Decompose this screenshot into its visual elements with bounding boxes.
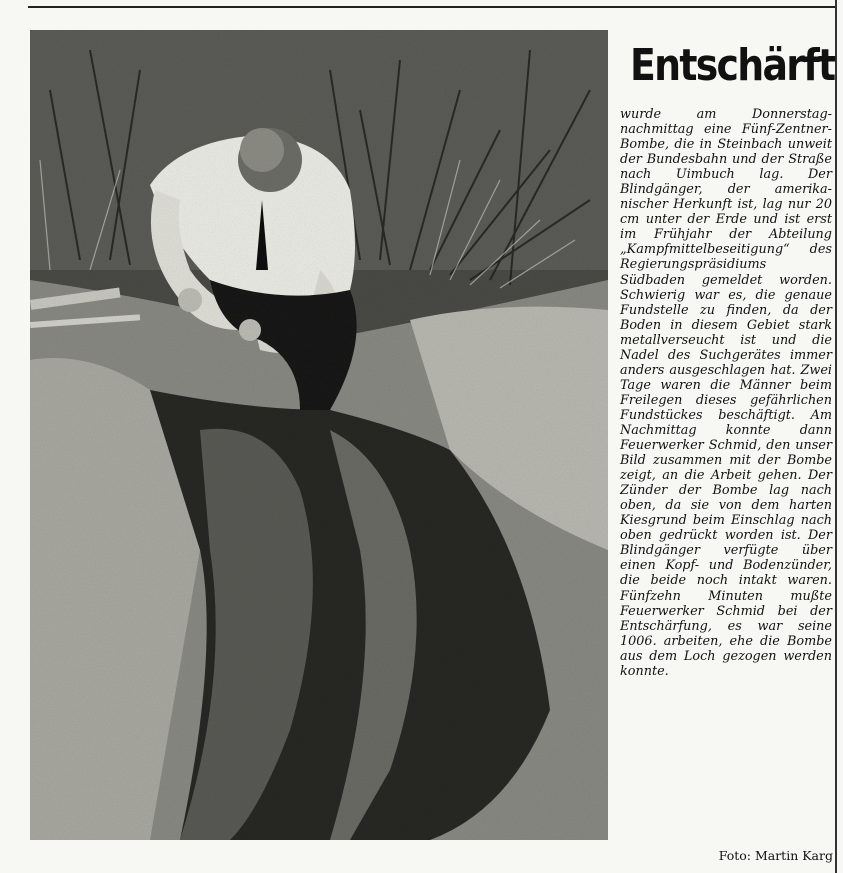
article-body: wurde am Donnerstagnachmittag eine Fünf-Zentner-Bombe, die in Steinbach unweit der Bundesbahn und der Straße nach Uimbuch lag. Der Blindgänger, der amerikanischer Herkunft ist, lag nur 20 cm unter der Erde und ist erst im Frühjahr der Abteilung „Kampfmittelbeseitigung“ des Regierungspräsidiums Südbaden gemeldet worden. Schwierig war es, die genaue Fundstelle zu finden, da der Boden in diesem Gebiet stark metallverseucht ist und die Nadel des Suchgerätes immer anders ausgeschlagen hat. Zwei Tage waren die Männer beim Freilegen dieses gefährlichen Fundstückes beschäftigt. Am Nachmittag konnte dann Feuerwerker Schmid, den unser Bild zusammen mit der Bombe zeigt, an die Arbeit gehen. Der Zünder der Bombe lag nach oben, da sie von dem harten Kiesgrund beim Einschlag nach oben gedrückt worden ist. Der Blindgänger verfügte über einen Kopf- und Bodenzünder, die beide noch intakt waren. Fünfzehn Minuten mußte Feuerwerker Schmid bei der Entschärfung, es war seine 1006. arbeiten, ehe die Bombe aus dem Loch gezogen werden konnte. [620,107,832,679]
photo-credit: Foto: Martin Karg [718,848,833,863]
column-rule [835,0,837,873]
news-photo [30,30,608,840]
headline: Entschärft [630,40,835,91]
top-rule [28,6,836,8]
